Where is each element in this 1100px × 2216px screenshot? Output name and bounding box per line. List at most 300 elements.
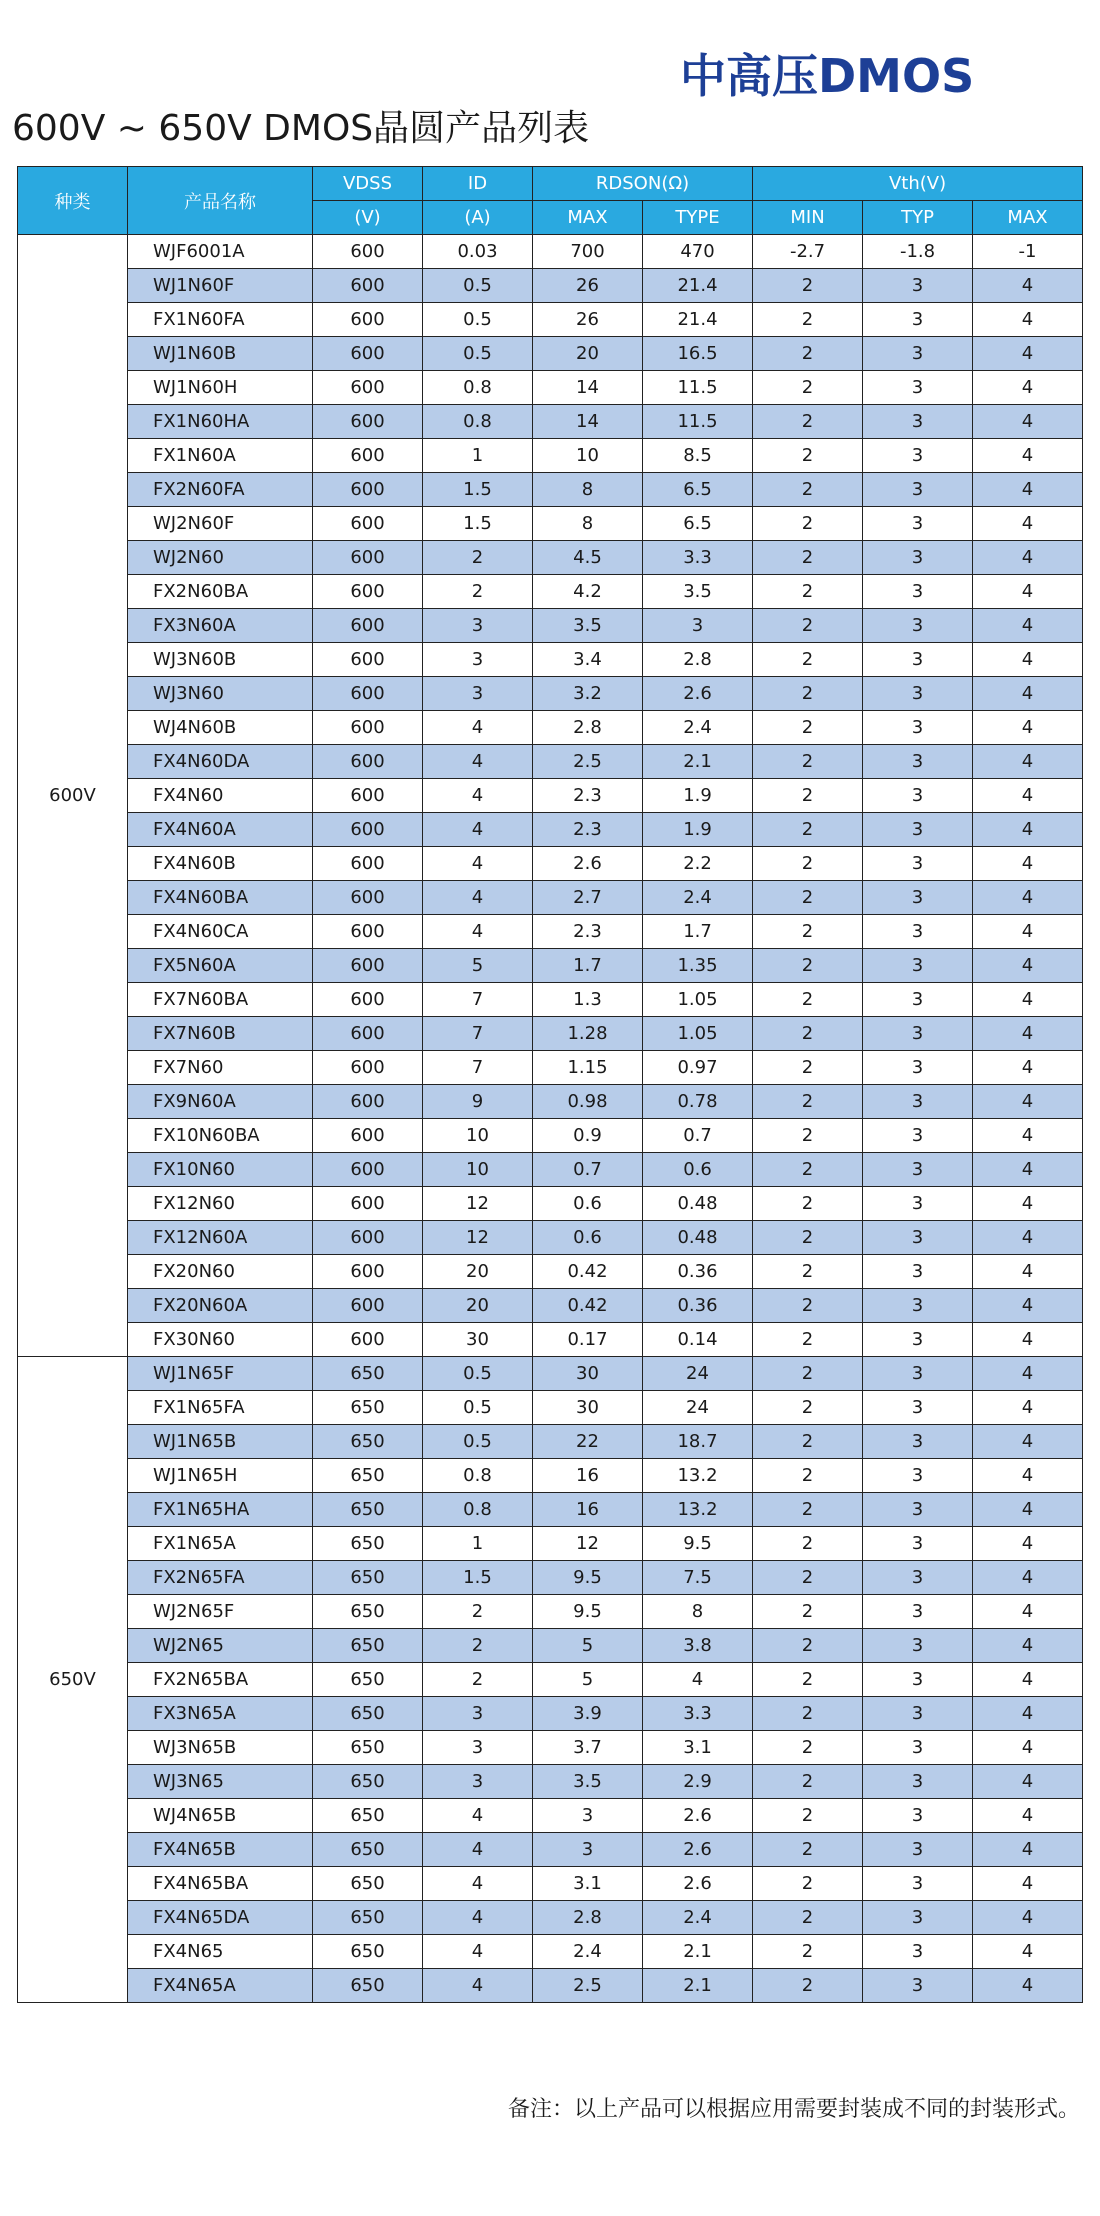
rdson-max-value: 2.7 xyxy=(533,881,643,915)
vth-max-value: 4 xyxy=(973,1221,1083,1255)
vdss-value: 600 xyxy=(313,1187,423,1221)
rdson-type-value: 6.5 xyxy=(643,473,753,507)
vth-min-value: 2 xyxy=(753,1867,863,1901)
vth-max-value: 4 xyxy=(973,1085,1083,1119)
vdss-value: 600 xyxy=(313,711,423,745)
vdss-value: 650 xyxy=(313,1901,423,1935)
table-row xyxy=(18,643,1083,677)
rdson-type-value: 8.5 xyxy=(643,439,753,473)
id-value: 2 xyxy=(423,1595,533,1629)
vth-typ-value: 3 xyxy=(863,915,973,949)
vth-typ-value: 3 xyxy=(863,1697,973,1731)
rdson-type-value: 2.1 xyxy=(643,1969,753,2003)
table-row xyxy=(18,1289,1083,1323)
vth-max-value: 4 xyxy=(973,541,1083,575)
id-value: 0.5 xyxy=(423,337,533,371)
vth-typ-value: 3 xyxy=(863,949,973,983)
table-row xyxy=(18,1935,1083,1969)
product-name: WJ2N65F xyxy=(128,1595,313,1629)
rdson-type-value: 2.6 xyxy=(643,1867,753,1901)
rdson-type-value: 2.1 xyxy=(643,745,753,779)
product-name: WJ3N65 xyxy=(128,1765,313,1799)
id-value: 1 xyxy=(423,1527,533,1561)
rdson-max-value: 9.5 xyxy=(533,1595,643,1629)
vdss-value: 650 xyxy=(313,1391,423,1425)
vth-typ-value: 3 xyxy=(863,1731,973,1765)
rdson-max-value: 30 xyxy=(533,1391,643,1425)
id-value: 5 xyxy=(423,949,533,983)
rdson-max-value: 0.7 xyxy=(533,1153,643,1187)
vth-min-value: 2 xyxy=(753,609,863,643)
product-name: FX20N60 xyxy=(128,1255,313,1289)
vth-max-value: 4 xyxy=(973,1867,1083,1901)
rdson-type-value: 0.36 xyxy=(643,1255,753,1289)
vth-max-value: 4 xyxy=(973,1391,1083,1425)
rdson-max-value: 0.42 xyxy=(533,1255,643,1289)
vdss-value: 650 xyxy=(313,1969,423,2003)
product-name: WJF6001A xyxy=(128,235,313,269)
table-row xyxy=(18,711,1083,745)
vth-typ-value: 3 xyxy=(863,1901,973,1935)
product-name: FX4N60A xyxy=(128,813,313,847)
vth-min-value: 2 xyxy=(753,949,863,983)
rdson-type-value: 1.05 xyxy=(643,983,753,1017)
header-category: 种类 xyxy=(18,167,128,235)
vdss-value: 600 xyxy=(313,745,423,779)
rdson-type-value: 0.36 xyxy=(643,1289,753,1323)
id-value: 4 xyxy=(423,779,533,813)
id-value: 12 xyxy=(423,1221,533,1255)
vth-min-value: 2 xyxy=(753,1119,863,1153)
product-name: FX2N60BA xyxy=(128,575,313,609)
vth-max-value: 4 xyxy=(973,915,1083,949)
vth-max-value: 4 xyxy=(973,507,1083,541)
vth-max-value: 4 xyxy=(973,983,1083,1017)
table-row xyxy=(18,949,1083,983)
table-row xyxy=(18,1561,1083,1595)
rdson-type-value: 11.5 xyxy=(643,371,753,405)
vdss-value: 600 xyxy=(313,1119,423,1153)
rdson-max-value: 2.8 xyxy=(533,1901,643,1935)
table-row xyxy=(18,1153,1083,1187)
product-name: FX1N65A xyxy=(128,1527,313,1561)
rdson-max-value: 3 xyxy=(533,1833,643,1867)
vdss-value: 600 xyxy=(313,1017,423,1051)
rdson-type-value: 24 xyxy=(643,1391,753,1425)
rdson-type-value: 1.7 xyxy=(643,915,753,949)
vth-typ-value: 3 xyxy=(863,1969,973,2003)
id-value: 4 xyxy=(423,1969,533,2003)
id-value: 9 xyxy=(423,1085,533,1119)
vth-min-value: 2 xyxy=(753,1493,863,1527)
rdson-max-value: 1.15 xyxy=(533,1051,643,1085)
rdson-max-value: 4.5 xyxy=(533,541,643,575)
vth-typ-value: 3 xyxy=(863,1357,973,1391)
vth-typ-value: 3 xyxy=(863,1527,973,1561)
table-row xyxy=(18,371,1083,405)
vth-max-value: 4 xyxy=(973,813,1083,847)
vdss-value: 600 xyxy=(313,1085,423,1119)
id-value: 1 xyxy=(423,439,533,473)
product-name: FX20N60A xyxy=(128,1289,313,1323)
vth-max-value: 4 xyxy=(973,609,1083,643)
product-name: WJ1N60H xyxy=(128,371,313,405)
product-name: FX2N60FA xyxy=(128,473,313,507)
vth-min-value: 2 xyxy=(753,1051,863,1085)
product-name: WJ1N65F xyxy=(128,1357,313,1391)
vth-max-value: 4 xyxy=(973,337,1083,371)
vth-typ-value: 3 xyxy=(863,983,973,1017)
rdson-type-value: 2.9 xyxy=(643,1765,753,1799)
vdss-value: 600 xyxy=(313,609,423,643)
id-value: 0.8 xyxy=(423,1459,533,1493)
product-name: WJ3N60 xyxy=(128,677,313,711)
vth-min-value: 2 xyxy=(753,1459,863,1493)
table-row xyxy=(18,405,1083,439)
product-name: FX4N65A xyxy=(128,1969,313,2003)
rdson-type-value: 2.8 xyxy=(643,643,753,677)
table-row xyxy=(18,1901,1083,1935)
id-value: 3 xyxy=(423,1697,533,1731)
id-value: 3 xyxy=(423,1731,533,1765)
rdson-max-value: 700 xyxy=(533,235,643,269)
vth-min-value: 2 xyxy=(753,983,863,1017)
table-header xyxy=(18,167,1083,235)
vth-typ-value: 3 xyxy=(863,473,973,507)
vth-max-value: 4 xyxy=(973,303,1083,337)
table-row xyxy=(18,1221,1083,1255)
vth-max-value: 4 xyxy=(973,371,1083,405)
header-rdson-type: TYPE xyxy=(643,201,753,235)
vth-min-value: 2 xyxy=(753,881,863,915)
rdson-type-value: 1.9 xyxy=(643,813,753,847)
vth-max-value: 4 xyxy=(973,1153,1083,1187)
header-vth-max: MAX xyxy=(973,201,1083,235)
rdson-max-value: 8 xyxy=(533,473,643,507)
rdson-max-value: 3.4 xyxy=(533,643,643,677)
product-name: WJ4N60B xyxy=(128,711,313,745)
table-row xyxy=(18,983,1083,1017)
table-row xyxy=(18,1663,1083,1697)
vdss-value: 650 xyxy=(313,1595,423,1629)
vth-min-value: 2 xyxy=(753,1221,863,1255)
rdson-max-value: 10 xyxy=(533,439,643,473)
vdss-value: 600 xyxy=(313,677,423,711)
table-row xyxy=(18,609,1083,643)
header-product-name: 产品名称 xyxy=(128,167,313,235)
table-row xyxy=(18,1391,1083,1425)
vth-typ-value: 3 xyxy=(863,847,973,881)
vdss-value: 600 xyxy=(313,473,423,507)
product-name: FX1N60HA xyxy=(128,405,313,439)
vth-max-value: 4 xyxy=(973,1595,1083,1629)
vth-max-value: 4 xyxy=(973,779,1083,813)
rdson-type-value: 1.35 xyxy=(643,949,753,983)
rdson-max-value: 1.3 xyxy=(533,983,643,1017)
rdson-type-value: 3.8 xyxy=(643,1629,753,1663)
vth-min-value: 2 xyxy=(753,1663,863,1697)
id-value: 0.8 xyxy=(423,1493,533,1527)
table-row xyxy=(18,1017,1083,1051)
rdson-max-value: 0.98 xyxy=(533,1085,643,1119)
vdss-value: 650 xyxy=(313,1799,423,1833)
rdson-max-value: 5 xyxy=(533,1663,643,1697)
id-value: 0.5 xyxy=(423,1391,533,1425)
vth-typ-value: 3 xyxy=(863,1935,973,1969)
vth-max-value: 4 xyxy=(973,1051,1083,1085)
vth-typ-value: 3 xyxy=(863,1017,973,1051)
vth-min-value: 2 xyxy=(753,439,863,473)
rdson-type-value: 21.4 xyxy=(643,269,753,303)
table-row xyxy=(18,1833,1083,1867)
product-name: FX7N60 xyxy=(128,1051,313,1085)
product-name: WJ2N60F xyxy=(128,507,313,541)
vth-typ-value: 3 xyxy=(863,745,973,779)
vth-max-value: 4 xyxy=(973,949,1083,983)
table-row xyxy=(18,1527,1083,1561)
table-row xyxy=(18,1085,1083,1119)
rdson-type-value: 16.5 xyxy=(643,337,753,371)
rdson-max-value: 9.5 xyxy=(533,1561,643,1595)
vdss-value: 600 xyxy=(313,405,423,439)
vth-max-value: 4 xyxy=(973,1017,1083,1051)
vth-typ-value: 3 xyxy=(863,1153,973,1187)
vth-typ-value: 3 xyxy=(863,507,973,541)
rdson-max-value: 14 xyxy=(533,371,643,405)
id-value: 4 xyxy=(423,847,533,881)
rdson-max-value: 26 xyxy=(533,269,643,303)
vth-typ-value: 3 xyxy=(863,1187,973,1221)
table-row xyxy=(18,1357,1083,1391)
product-name: FX4N60B xyxy=(128,847,313,881)
product-name: FX4N60BA xyxy=(128,881,313,915)
vth-typ-value: 3 xyxy=(863,405,973,439)
vdss-value: 600 xyxy=(313,1051,423,1085)
vdss-value: 650 xyxy=(313,1731,423,1765)
product-name: FX4N60DA xyxy=(128,745,313,779)
rdson-type-value: 18.7 xyxy=(643,1425,753,1459)
product-name: FX1N65HA xyxy=(128,1493,313,1527)
id-value: 1.5 xyxy=(423,507,533,541)
rdson-max-value: 2.6 xyxy=(533,847,643,881)
rdson-type-value: 0.78 xyxy=(643,1085,753,1119)
product-name: FX3N65A xyxy=(128,1697,313,1731)
vth-max-value: 4 xyxy=(973,711,1083,745)
table-row xyxy=(18,507,1083,541)
id-value: 0.5 xyxy=(423,303,533,337)
id-value: 0.5 xyxy=(423,1357,533,1391)
rdson-max-value: 0.42 xyxy=(533,1289,643,1323)
footnote: 备注：以上产品可以根据应用需要封装成不同的封装形式。 xyxy=(507,2097,1080,2122)
table-row xyxy=(18,847,1083,881)
rdson-type-value: 8 xyxy=(643,1595,753,1629)
rdson-type-value: 0.14 xyxy=(643,1323,753,1357)
vth-min-value: 2 xyxy=(753,1629,863,1663)
rdson-max-value: 3.1 xyxy=(533,1867,643,1901)
product-name: FX3N60A xyxy=(128,609,313,643)
rdson-type-value: 13.2 xyxy=(643,1459,753,1493)
vth-min-value: 2 xyxy=(753,745,863,779)
product-name: FX4N65B xyxy=(128,1833,313,1867)
vdss-value: 600 xyxy=(313,1323,423,1357)
product-name: FX1N60A xyxy=(128,439,313,473)
product-name: FX1N65FA xyxy=(128,1391,313,1425)
rdson-type-value: 1.05 xyxy=(643,1017,753,1051)
rdson-max-value: 26 xyxy=(533,303,643,337)
id-value: 0.8 xyxy=(423,405,533,439)
rdson-max-value: 8 xyxy=(533,507,643,541)
vdss-value: 650 xyxy=(313,1629,423,1663)
rdson-max-value: 2.5 xyxy=(533,745,643,779)
rdson-type-value: 0.6 xyxy=(643,1153,753,1187)
vth-typ-value: 3 xyxy=(863,303,973,337)
id-value: 2 xyxy=(423,575,533,609)
rdson-max-value: 16 xyxy=(533,1493,643,1527)
rdson-max-value: 20 xyxy=(533,337,643,371)
product-name: FX4N65BA xyxy=(128,1867,313,1901)
vth-typ-value: 3 xyxy=(863,1323,973,1357)
vth-min-value: 2 xyxy=(753,1901,863,1935)
header-id: ID xyxy=(423,167,533,201)
series-label: 600V xyxy=(18,235,128,1357)
vth-max-value: 4 xyxy=(973,473,1083,507)
vth-max-value: 4 xyxy=(973,1799,1083,1833)
vdss-value: 650 xyxy=(313,1357,423,1391)
header-vth-min: MIN xyxy=(753,201,863,235)
table-row xyxy=(18,881,1083,915)
id-value: 3 xyxy=(423,643,533,677)
vth-min-value: 2 xyxy=(753,541,863,575)
id-value: 4 xyxy=(423,1833,533,1867)
vth-typ-value: 3 xyxy=(863,371,973,405)
rdson-max-value: 0.9 xyxy=(533,1119,643,1153)
vth-min-value: 2 xyxy=(753,473,863,507)
vth-min-value: 2 xyxy=(753,1425,863,1459)
rdson-max-value: 2.3 xyxy=(533,915,643,949)
vth-min-value: 2 xyxy=(753,643,863,677)
vth-max-value: 4 xyxy=(973,1357,1083,1391)
vth-min-value: 2 xyxy=(753,303,863,337)
rdson-type-value: 3.3 xyxy=(643,541,753,575)
vth-max-value: 4 xyxy=(973,1459,1083,1493)
table-row xyxy=(18,1731,1083,1765)
rdson-max-value: 2.8 xyxy=(533,711,643,745)
vdss-value: 600 xyxy=(313,541,423,575)
rdson-max-value: 2.3 xyxy=(533,813,643,847)
id-value: 0.03 xyxy=(423,235,533,269)
product-name: WJ2N60 xyxy=(128,541,313,575)
vth-typ-value: 3 xyxy=(863,1425,973,1459)
vth-min-value: 2 xyxy=(753,405,863,439)
table-row xyxy=(18,1187,1083,1221)
id-value: 7 xyxy=(423,1051,533,1085)
vth-min-value: 2 xyxy=(753,1561,863,1595)
id-value: 4 xyxy=(423,881,533,915)
product-name: FX30N60 xyxy=(128,1323,313,1357)
id-value: 4 xyxy=(423,711,533,745)
rdson-type-value: 2.6 xyxy=(643,677,753,711)
vth-min-value: 2 xyxy=(753,1833,863,1867)
vdss-value: 650 xyxy=(313,1493,423,1527)
vth-max-value: 4 xyxy=(973,1323,1083,1357)
id-value: 4 xyxy=(423,1935,533,1969)
rdson-type-value: 11.5 xyxy=(643,405,753,439)
vth-typ-value: 3 xyxy=(863,1799,973,1833)
product-name: FX10N60BA xyxy=(128,1119,313,1153)
vth-max-value: 4 xyxy=(973,575,1083,609)
vth-max-value: 4 xyxy=(973,745,1083,779)
vth-typ-value: 3 xyxy=(863,1561,973,1595)
vdss-value: 600 xyxy=(313,575,423,609)
vth-max-value: 4 xyxy=(973,1663,1083,1697)
vdss-value: 650 xyxy=(313,1561,423,1595)
rdson-max-value: 3.7 xyxy=(533,1731,643,1765)
table-row xyxy=(18,1867,1083,1901)
vdss-value: 600 xyxy=(313,1153,423,1187)
id-value: 7 xyxy=(423,1017,533,1051)
vth-min-value: 2 xyxy=(753,677,863,711)
id-value: 0.5 xyxy=(423,1425,533,1459)
page-title: 600V ~ 650V DMOS晶圆产品列表 xyxy=(12,108,590,149)
vdss-value: 600 xyxy=(313,949,423,983)
vdss-value: 600 xyxy=(313,643,423,677)
vdss-value: 600 xyxy=(313,507,423,541)
rdson-type-value: 0.48 xyxy=(643,1187,753,1221)
vth-min-value: 2 xyxy=(753,1697,863,1731)
product-name: FX12N60 xyxy=(128,1187,313,1221)
vth-min-value: 2 xyxy=(753,1527,863,1561)
rdson-type-value: 2.1 xyxy=(643,1935,753,1969)
product-name: FX10N60 xyxy=(128,1153,313,1187)
table-row xyxy=(18,1799,1083,1833)
vth-typ-value: 3 xyxy=(863,439,973,473)
product-name: FX12N60A xyxy=(128,1221,313,1255)
id-value: 3 xyxy=(423,609,533,643)
table-row xyxy=(18,1765,1083,1799)
vth-max-value: 4 xyxy=(973,1629,1083,1663)
table-row xyxy=(18,269,1083,303)
vdss-value: 600 xyxy=(313,983,423,1017)
product-name: FX4N65DA xyxy=(128,1901,313,1935)
rdson-type-value: 1.9 xyxy=(643,779,753,813)
table-row xyxy=(18,541,1083,575)
table-row xyxy=(18,1119,1083,1153)
vth-min-value: 2 xyxy=(753,371,863,405)
rdson-max-value: 14 xyxy=(533,405,643,439)
vth-typ-value: -1.8 xyxy=(863,235,973,269)
vth-min-value: 2 xyxy=(753,575,863,609)
product-name: FX2N65BA xyxy=(128,1663,313,1697)
table-row xyxy=(18,575,1083,609)
brand-title: 中高压DMOS xyxy=(680,49,975,103)
vth-typ-value: 3 xyxy=(863,1663,973,1697)
vdss-value: 650 xyxy=(313,1425,423,1459)
rdson-type-value: 470 xyxy=(643,235,753,269)
vdss-value: 650 xyxy=(313,1765,423,1799)
vth-min-value: 2 xyxy=(753,1935,863,1969)
id-value: 3 xyxy=(423,1765,533,1799)
vth-typ-value: 3 xyxy=(863,337,973,371)
table-row xyxy=(18,745,1083,779)
table-row xyxy=(18,1629,1083,1663)
product-name: FX4N65 xyxy=(128,1935,313,1969)
rdson-type-value: 3.1 xyxy=(643,1731,753,1765)
table-row xyxy=(18,1425,1083,1459)
rdson-type-value: 0.7 xyxy=(643,1119,753,1153)
table-row xyxy=(18,1595,1083,1629)
rdson-max-value: 2.4 xyxy=(533,1935,643,1969)
id-value: 10 xyxy=(423,1153,533,1187)
